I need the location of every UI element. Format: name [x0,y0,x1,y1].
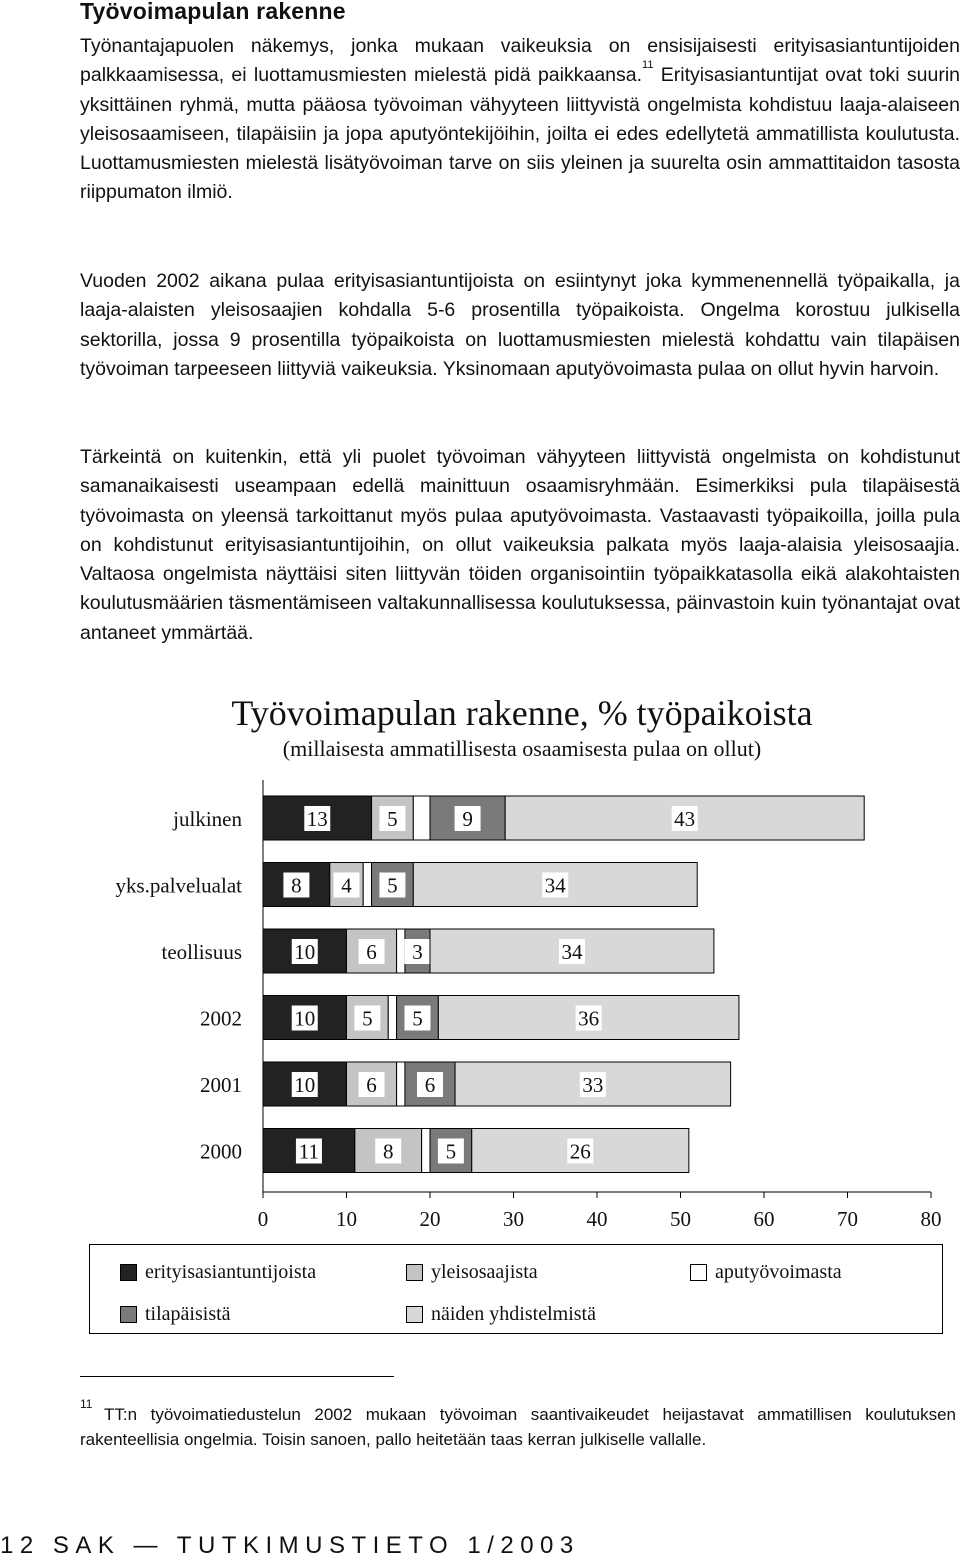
x-tick-label: 50 [670,1207,691,1231]
chart-bars [115,796,864,1173]
legend-swatch [406,1264,423,1281]
stacked-bar-chart [0,680,960,1240]
section-heading: Työvoimapulan rakenne [80,0,346,24]
paragraph-3: Tärkeintä on kuitenkin, että yli puolet työvoiman vähyyteen liittyvistä ongelmista on kohdistunut samanaikaisesti useampaan edellä mainittuun osaamisryhmään. Esimerkiksi pula tilapäisestä työvoimasta on yleensä tarkoittanut myös pulaa aputyövoimasta. Vastaavasti työpaikoilla, joilla pula on kohdistunut erityisasiantuntijoihin, on ollut vaikeuksia palkata myös laaja-alaisia yleisosaajia. Valtaosa ongelmista näyttäisi siten liittyvän töiden organisointiin työpaikkatasolla eikä alakohtaisten koulutusmäärien täsmentämiseen valtakunnallisessa koulutuksessa, päinvastoin kuin työnantajat ovat antaneet ymmärtää. [80,446,960,644]
footnote-number: 11 [80,1397,93,1411]
legend-item-naiden-yhdistelmista [406,1303,596,1326]
value-label: 5 [387,807,398,831]
bar-segment [413,796,430,840]
value-label: 34 [544,873,566,898]
legend-label: aputyövoimasta [715,1261,842,1283]
x-tick-label: 60 [753,1207,775,1231]
footnote-reference[interactable]: 11 [642,59,654,72]
paragraph-2: Vuoden 2002 aikana pulaa erityisasiantuntijoista on esiintynyt joka kymmenennellä työpaikalla, ja laaja-alaisten yleisosaajien kohdalla 5-6 prosentilla työpaikoista. Ongelma korostuu julkisella sektorilla, jossa 9 prosentilla työpaikoista on luottamusmiesten mielestä kohdattu vain tilapäisen työvoiman tarpeeseen liittyviä vaikeuksia. Yksinomaan aputyövoimasta pulaa on ollut hyvin harvoin. [80,270,960,380]
bar-segment [388,996,396,1040]
value-label: 43 [674,807,696,831]
value-label: 13 [306,807,328,831]
x-tick-label: 20 [419,1207,441,1231]
x-tick-label: 10 [336,1207,357,1231]
category-label: teollisuus [161,940,242,964]
x-tick-label: 30 [503,1207,524,1231]
value-label: 6 [366,940,377,964]
paragraph-1 [80,32,960,208]
category-label: yks.palvelualat [115,873,242,898]
value-label: 6 [366,1073,377,1097]
paragraph-1-text: Työnantajapuolen näkemys, jonka mukaan vaikeuksia on ensisijaisesti erityisasiantuntijoiden palkkaamisessa, ei luottamusmiesten mielestä pidä paikkaansa. [80,35,960,87]
value-label: 8 [291,873,302,898]
x-tick-label: 70 [837,1207,858,1231]
value-label: 5 [362,1006,373,1031]
category-label: julkinen [173,807,242,831]
value-label: 8 [383,1139,394,1164]
legend-label: tilapäisistä [145,1303,231,1325]
legend-item-tilapaisista [120,1303,231,1326]
legend-swatch [690,1264,707,1281]
value-label: 5 [445,1139,457,1164]
bar-segment [397,929,405,973]
x-tick-label: 0 [257,1207,269,1231]
value-label: 33 [582,1073,604,1097]
chart-subtitle: (millaisesta ammatillisesta osaamisesta pulaa on ollut) [282,736,762,761]
x-tick-label: 40 [586,1207,608,1231]
legend-swatch [120,1306,137,1323]
chart-title: Työvoimapulan rakenne, % työpaikoista [231,693,813,733]
value-label: 9 [462,807,473,831]
paragraph-1-text-continued: Erityisasiantuntijat ovat toki suurin yksittäinen ryhmä, mutta pääosa työvoiman vähyyteen liittyvistä ongelmista kohdistuu laaja-alaiseen yleisosaamiseen, tilapäisiin ja jopa aputyöntekijöihin, joilta ei edes edellytetä ammatillista koulutusta. Luottamusmiesten mielestä lisätyövoiman tarve on siis yleinen ja suurelta osin ammattitaidon tasosta riippumaton ilmiö. [80,64,960,204]
value-label: 10 [294,1073,316,1097]
category-label: 2000 [200,1139,242,1164]
value-label: 3 [412,940,423,964]
bar-segment [397,1062,405,1106]
value-label: 5 [412,1006,423,1031]
category-label: 2001 [200,1073,242,1097]
legend-label: yleisosaajista [431,1261,538,1283]
legend-swatch [406,1306,423,1323]
category-label: 2002 [200,1006,242,1031]
legend-swatch [120,1264,137,1281]
x-tick-label: 80 [920,1207,942,1231]
legend-item-yleisosaajista [406,1261,538,1284]
legend-label: erityisasiantuntijoista [145,1261,317,1283]
footnote-separator [80,1376,394,1377]
legend-item-erityisasiantuntijoista [120,1261,316,1284]
legend-item-aputyovoimasta [690,1261,842,1284]
value-label: 26 [569,1139,591,1164]
value-label: 34 [561,940,583,964]
footnote-text: TT:n työvoimatiedustelun 2002 mukaan työvoiman saantivaikeudet heijastavat ammatillisen koulutuksen rakenteellisia ongelmia. Toisin sanoen, pallo heitetään taas kerran julkiselle vallalle. [80,1405,956,1449]
bar-segment [363,863,371,907]
value-label: 11 [298,1139,320,1164]
value-label: 36 [578,1006,600,1031]
value-label: 6 [424,1073,436,1097]
page-footer: 12 SAK — TUTKIMUSTIETO 1/2003 [0,1532,580,1559]
value-label: 10 [294,940,316,964]
bar-segment [422,1129,430,1173]
chart-legend [89,1244,943,1334]
value-label: 10 [294,1006,316,1031]
value-label: 5 [387,873,398,898]
legend-label: näiden yhdistelmistä [431,1303,596,1325]
value-label: 4 [341,873,352,898]
